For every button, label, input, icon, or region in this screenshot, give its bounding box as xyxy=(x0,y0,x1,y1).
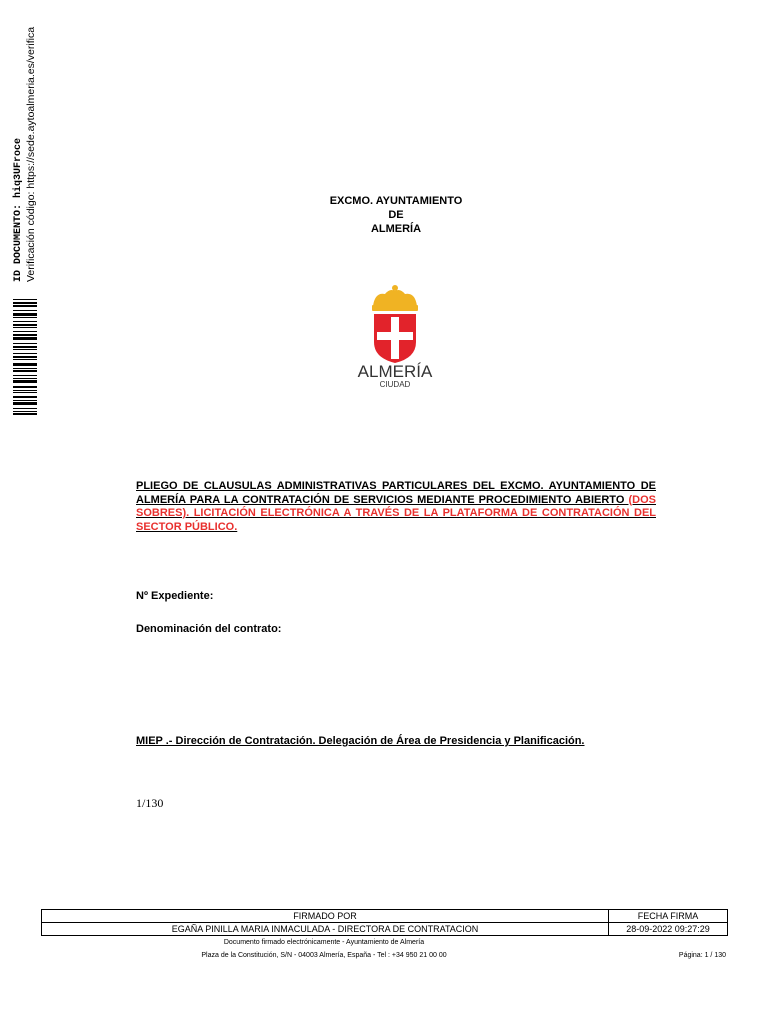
signed-by-header: FIRMADO POR xyxy=(42,910,609,923)
department-line: MIEP .- Dirección de Contratación. Delegación de Área de Presidencia y Planificación. xyxy=(136,735,585,747)
title-highlight: (DOS SOBRES). LICITACIÓN ELECTRÓNICA A TRAVÉS DE LA PLATAFORMA DE CONTRATACIÓN DEL SECTOR PÚBLICO. xyxy=(136,493,656,533)
barcode-bar xyxy=(13,349,37,350)
barcode-bar xyxy=(13,313,37,316)
sign-date: 28-09-2022 09:27:29 xyxy=(609,923,728,936)
barcode-bar xyxy=(13,400,37,401)
logo-name: ALMERÍA xyxy=(357,362,433,381)
barcode-bar xyxy=(13,408,37,409)
barcode-bar xyxy=(13,375,37,376)
document-title xyxy=(136,480,656,534)
barcode-bar xyxy=(13,299,37,300)
barcode-bar xyxy=(13,324,37,326)
expediente-label: Nº Expediente: xyxy=(136,590,214,602)
barcode-bar xyxy=(13,413,37,415)
barcode-bar xyxy=(13,337,37,340)
institution-title xyxy=(250,194,542,236)
footer-page-number: Página: 1 / 130 xyxy=(678,952,726,959)
verification-stamp xyxy=(12,27,38,415)
barcode xyxy=(13,290,37,415)
barcode-bar xyxy=(13,370,37,372)
institution-line-3: ALMERÍA xyxy=(370,223,422,235)
almeria-city-logo xyxy=(330,284,460,392)
barcode-bar xyxy=(13,386,37,388)
barcode-bar xyxy=(13,411,37,412)
barcode-bar xyxy=(13,378,37,379)
signature-header-row xyxy=(42,910,728,923)
barcode-bar xyxy=(13,359,37,360)
barcode-bar xyxy=(13,390,37,391)
page-counter: 1/130 xyxy=(136,796,164,810)
barcode-bar xyxy=(13,380,37,383)
document-id: ID DOCUMENTO: hiq3UFroce xyxy=(13,137,24,282)
institution-line-1: EXCMO. AYUNTAMIENTO xyxy=(329,195,463,207)
barcode-bar xyxy=(13,396,37,398)
barcode-bar xyxy=(13,310,37,311)
barcode-bar xyxy=(13,392,37,393)
barcode-bar xyxy=(13,321,37,322)
barcode-bar xyxy=(13,402,37,405)
verification-url: Verificación código: https://sede.aytoalmeria.es/verifica xyxy=(25,26,37,282)
barcode-bar xyxy=(13,343,37,344)
signature-table xyxy=(41,909,728,936)
title-main: PLIEGO DE CLAUSULAS ADMINISTRATIVAS PARTICULARES DEL EXCMO. AYUNTAMIENTO DE ALMERÍA PARA LA CONTRATACIÓN DE SERVICIOS MEDIANTE PROCEDIMIENTO ABIERTO xyxy=(136,480,656,506)
signer-name: EGAÑA PINILLA MARIA INMACULADA - DIRECTORA DE CONTRATACION xyxy=(42,923,609,936)
barcode-bar xyxy=(13,317,37,318)
shield-icon xyxy=(374,314,416,363)
barcode-bar xyxy=(13,353,37,354)
signature-value-row xyxy=(42,923,728,936)
barcode-bar xyxy=(13,363,37,366)
footer-signed-note: Documento firmado electrónicamente - Ayuntamiento de Almería xyxy=(223,939,425,946)
footer-address: Plaza de la Constitución, S/N - 04003 Almería, España - Tel : +34 950 21 00 00 xyxy=(201,952,447,959)
barcode-bar xyxy=(13,346,37,348)
crown-icon xyxy=(372,285,418,311)
barcode-bar xyxy=(13,356,37,358)
denominacion-label: Denominación del contrato: xyxy=(136,623,282,635)
barcode-bar xyxy=(13,331,37,332)
barcode-bar xyxy=(13,334,37,336)
logo-subtitle: CIUDAD xyxy=(379,380,411,389)
institution-line-2: DE xyxy=(388,209,404,221)
sign-date-header: FECHA FIRMA xyxy=(609,910,728,923)
barcode-bar xyxy=(13,302,37,304)
barcode-bar xyxy=(13,368,37,369)
barcode-bar xyxy=(13,327,37,328)
barcode-bar xyxy=(13,305,37,307)
